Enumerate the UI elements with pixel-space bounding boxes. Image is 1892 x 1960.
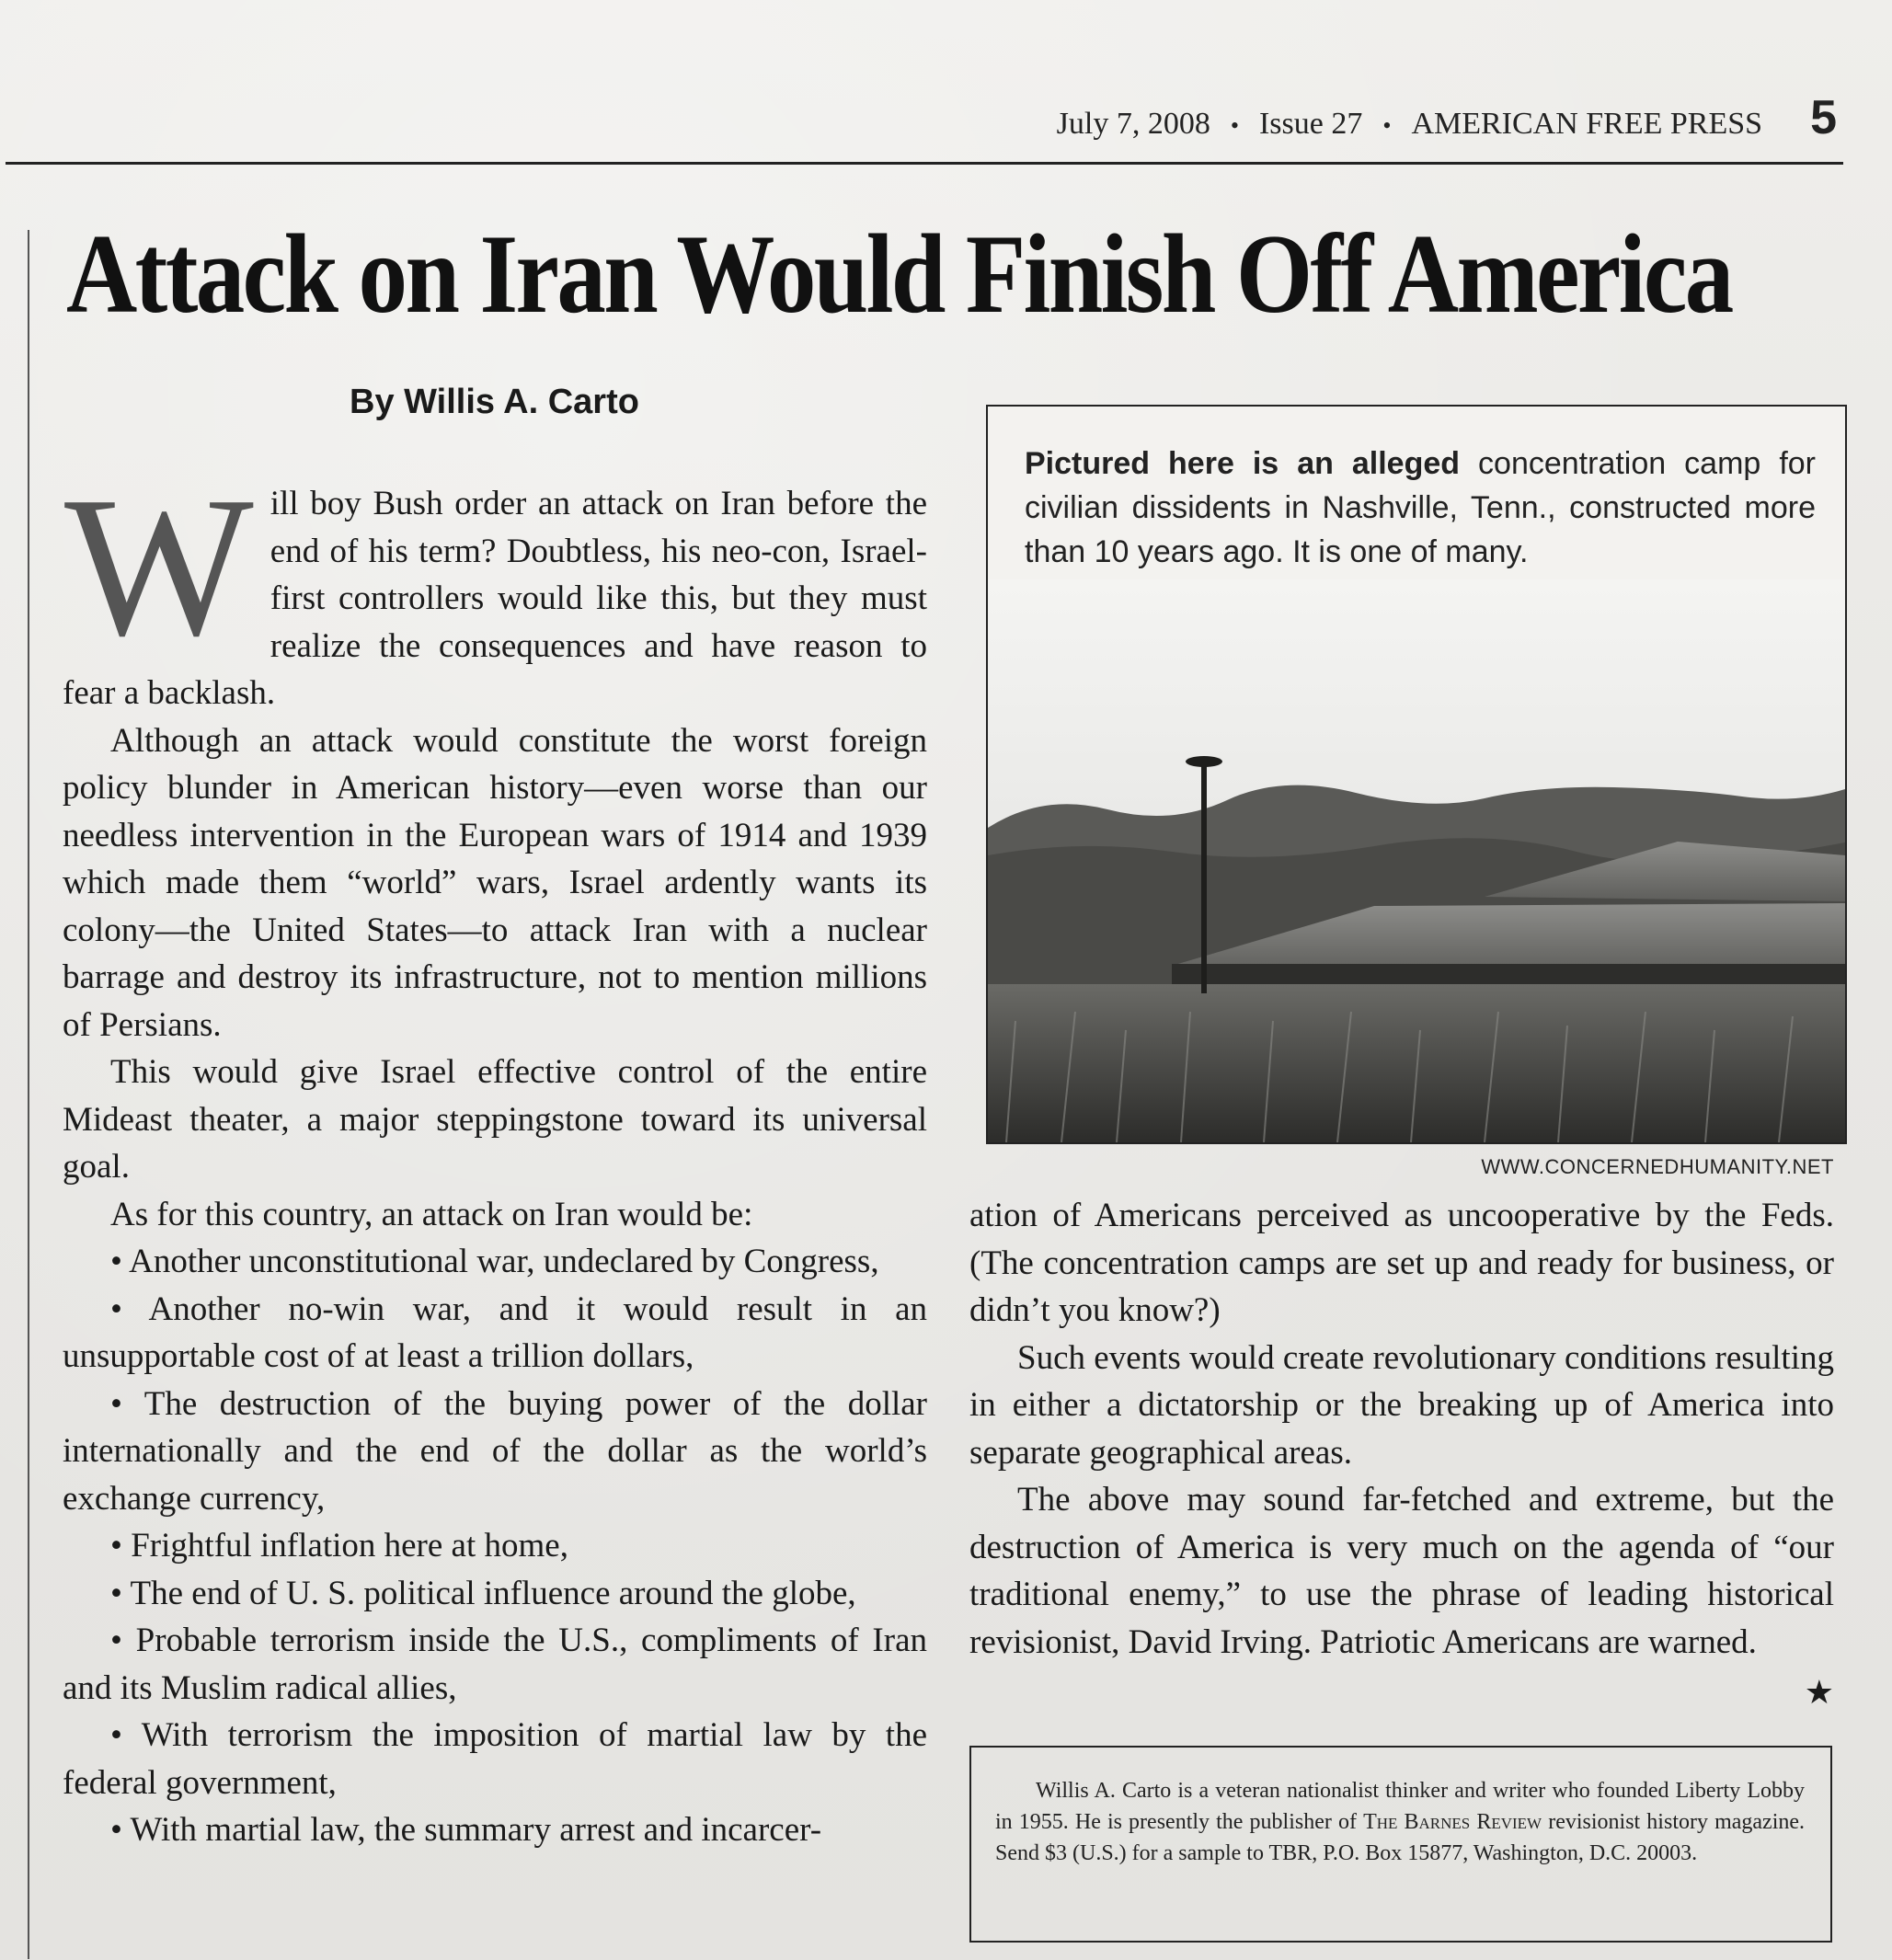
lead-paragraph <box>63 456 927 717</box>
bio-name: Willis A. Carto <box>1036 1779 1172 1803</box>
publication-name: AMERICAN FREE PRESS <box>1411 107 1763 141</box>
photo-box <box>986 405 1847 1144</box>
lead-text: ill boy Bush order an attack on Iran before the end of his term? Doubtless, his neo-con, Israel-first controllers would like this, but they must realize the consequences and have reason to fear a backlash. <box>63 485 927 712</box>
bullet-item: • Frightful inflation here at home, <box>110 1527 568 1565</box>
masthead-bullet: • <box>1382 112 1392 139</box>
bullet-item: • Another unconstitutional war, undeclared by Congress, <box>110 1243 879 1280</box>
caption-lead: Pictured here is an alleged <box>1025 446 1461 481</box>
masthead-rule <box>6 162 1843 165</box>
caption-text: concentration camp for civilian dissidents in Nashville, Tenn., constructed more than 10 years ago. It is one of many. <box>1025 446 1816 569</box>
byline: By Willis A. Carto <box>350 383 639 421</box>
masthead <box>1057 90 1837 145</box>
body-paragraph: This would give Israel effective control of the entire Mideast theater, a major steppingstone toward its universal goal. <box>63 1053 927 1186</box>
continuation-paragraph: ation of Americans perceived as uncooperative by the Feds. (The concentration camps are set up and ready for business, or didn’t you know?) <box>969 1197 1834 1329</box>
drop-cap: W <box>64 456 254 678</box>
bullet-item: • With martial law, the summary arrest and incarcer- <box>110 1811 822 1849</box>
bio-text: is a veteran nationalist thinker and writer who founded Liberty Lobby in 1955. He is presently the publisher of <box>995 1779 1805 1834</box>
issue-date: July 7, 2008 <box>1056 107 1210 141</box>
bullet-item: • The end of U. S. political influence around the globe, <box>110 1574 856 1612</box>
closing-text: The above may sound far-fetched and extreme, but the destruction of America is very much on the agenda of “our traditional enemy,” to use the phrase of leading historical revisionist, David Irving. Patriotic Americans are warned. <box>969 1481 1834 1661</box>
bio-text: revisionist history magazine. Send $3 (U.S.) for a sample to TBR, P.O. Box 15877, Washington, D.C. 20003. <box>995 1810 1806 1865</box>
end-star-icon: ★ <box>1804 1674 1834 1711</box>
page-number: 5 <box>1810 91 1837 144</box>
bullet-item: • Another no-win war, and it would result in an unsupportable cost of at least a trillion dollars, <box>63 1289 927 1375</box>
headline: Attack on Iran Would Finish Off America <box>66 211 1732 337</box>
body-paragraph: As for this country, an attack on Iran would be: <box>110 1195 753 1233</box>
bullet-item: • The destruction of the buying power of the dollar internationally and the end of the dollar as the world’s exchange currency, <box>63 1384 927 1518</box>
article-right-column <box>969 1192 1834 1717</box>
photo-caption <box>1025 441 1816 574</box>
photo-credit: WWW.CONCERNEDHUMANITY.NET <box>1481 1155 1834 1178</box>
bio-magazine: The Barnes Review <box>1363 1810 1542 1834</box>
bio-paragraph <box>995 1775 1805 1869</box>
masthead-bullet: • <box>1230 112 1239 139</box>
body-paragraph: Such events would create revolutionary conditions resulting in either a dictatorship or the breaking up of America into separate geographical areas. <box>969 1338 1834 1472</box>
author-bio <box>995 1775 1805 1869</box>
body-paragraph: Although an attack would constitute the worst foreign policy blunder in American history—even worse than our needless intervention in the European wars of 1914 and 1939 which made them “world” wars, Israel ardently wants its colony—the United States—to attack Iran with a nuclear barrage and destroy its infrastructure, not to mention millions of Persians. <box>63 721 927 1044</box>
bullet-item: • Probable terrorism inside the U.S., compliments of Iran and its Muslim radical allies, <box>63 1622 927 1707</box>
column-rule <box>28 230 29 1959</box>
body-paragraph <box>969 1476 1834 1711</box>
issue-number: Issue 27 <box>1258 107 1363 141</box>
article-left-column <box>63 456 927 1854</box>
author-bio-box <box>969 1746 1832 1943</box>
bullet-item: • With terrorism the imposition of martial law by the federal government, <box>63 1716 927 1802</box>
camp-photo <box>988 579 1845 1142</box>
